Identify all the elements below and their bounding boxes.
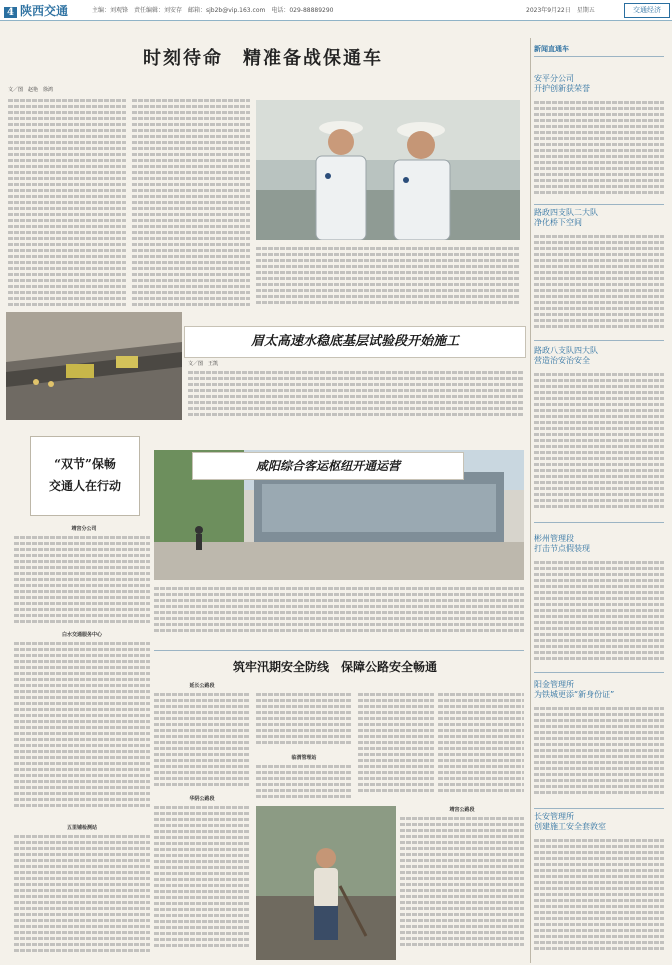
- sidebar-divider-4: [534, 672, 664, 673]
- story-1-subtitle: 开护创新获荣誉: [534, 84, 590, 93]
- story-1-title: 安平分公司: [534, 74, 574, 83]
- sidebar-story-4: [534, 534, 664, 554]
- paper-name: 陕西交通: [19, 4, 68, 18]
- sidebar-divider-3: [534, 522, 664, 523]
- holiday-title-line-1: “双节”保畅: [54, 457, 116, 471]
- editor-meta: 主编：刘观锋 责任编辑：刘安存 邮箱：sjb2b@vip.163.com 电话：029-88889290: [92, 7, 334, 14]
- story-3-subtitle: 营造治安治安全: [534, 356, 590, 365]
- flood-item-yanchang: 延长公路段: [189, 683, 215, 689]
- sidebar-divider-1: [534, 204, 664, 205]
- story-4-title: 彬州管理段: [534, 534, 574, 543]
- holiday-body-1: [14, 533, 150, 627]
- flood-item-linwei: 临渭管理站: [291, 755, 317, 761]
- story-2-subtitle: 净化桥下空间: [534, 218, 582, 227]
- xianyang-banner: [192, 452, 464, 480]
- xianyang-body: [154, 584, 524, 644]
- sidebar-divider-5: [534, 808, 664, 809]
- lead-headline: 时刻待命 精准备战保通车: [143, 48, 383, 69]
- expressway-headline: 眉太高速水稳底基层试验段开始施工: [250, 334, 459, 349]
- story-3-title: 路政八支队四大队: [534, 346, 598, 355]
- holiday-body-2: [14, 639, 150, 815]
- expressway-byline: 文／图 王凯: [188, 361, 219, 367]
- sidebar-heading-rule: [534, 56, 664, 57]
- sidebar-story-6-body: [534, 836, 664, 960]
- lead-column-2: [132, 96, 250, 308]
- sidebar-story-3-body: [534, 370, 664, 518]
- section-tag: 交通经济: [624, 3, 670, 18]
- flood-item-jinggong: 靖宫公路段: [449, 807, 475, 813]
- sidebar-story-5-body: [534, 704, 664, 804]
- story-5-subtitle: 为铁城更添“新身份证”: [534, 690, 615, 699]
- sidebar-story-2-body: [534, 232, 664, 336]
- flood-body-1: [154, 690, 250, 790]
- sidebar-story-2: [534, 208, 664, 228]
- flood-section-divider: [154, 650, 524, 651]
- sidebar-story-4-body: [534, 558, 664, 668]
- road-construction-illustration: [6, 312, 182, 420]
- flood-body-4a: [358, 690, 434, 802]
- holiday-body-3: [14, 832, 150, 960]
- story-5-title: 阳金管理所: [534, 680, 574, 689]
- lead-byline: 文／图 赵艳 徐鸿: [8, 87, 54, 93]
- officers-illustration: [256, 100, 520, 240]
- expressway-banner: [184, 326, 526, 358]
- flood-body-5: [438, 690, 524, 802]
- lead-column-3: [256, 244, 520, 308]
- xianyang-headline: 咸阳综合客运枢纽开通运营: [255, 459, 400, 473]
- flood-item-huayin: 华阴公路段: [189, 796, 215, 802]
- page-number: 4: [4, 7, 17, 18]
- sidebar-story-5: [534, 680, 664, 700]
- construction-photo: [6, 312, 182, 420]
- story-6-subtitle: 创建施工安全套敦室: [534, 822, 606, 831]
- paper-logo: [4, 2, 86, 18]
- flood-body-2a: [256, 690, 352, 750]
- worker-illustration: [256, 806, 396, 960]
- holiday-item-wulipu: 五里铺检测站: [66, 825, 97, 831]
- story-4-subtitle: 打击节点假装现: [534, 544, 590, 553]
- sidebar-heading: 新闻直通车: [534, 45, 569, 53]
- story-6-title: 长安管理所: [534, 812, 574, 821]
- sidebar-story-1: [534, 74, 664, 94]
- flood-headline: 筑牢汛期安全防线 保障公路安全畅通: [232, 660, 437, 674]
- lead-column-1: [8, 96, 126, 308]
- holiday-item-jinggong: 靖宫分公司: [71, 526, 97, 532]
- holiday-title-box: [30, 436, 140, 516]
- sidebar-story-1-body: [534, 98, 664, 200]
- holiday-item-baishui: 白水交通服务中心: [61, 632, 102, 638]
- expressway-body: [188, 368, 524, 420]
- sidebar-story-3: [534, 346, 664, 366]
- holiday-title-line-2: 交通人在行动: [48, 479, 121, 493]
- story-2-title: 路政四支队二大队: [534, 208, 598, 217]
- flood-body-2b: [256, 762, 352, 802]
- flood-body-4b: [400, 814, 524, 960]
- issue-date: 2023年9月22日 星期五: [526, 7, 595, 14]
- flood-photo: [256, 806, 396, 960]
- sidebar-divider-2: [534, 340, 664, 341]
- sidebar-story-6: [534, 812, 664, 832]
- flood-body-3: [154, 803, 250, 959]
- lead-photo: [256, 100, 520, 240]
